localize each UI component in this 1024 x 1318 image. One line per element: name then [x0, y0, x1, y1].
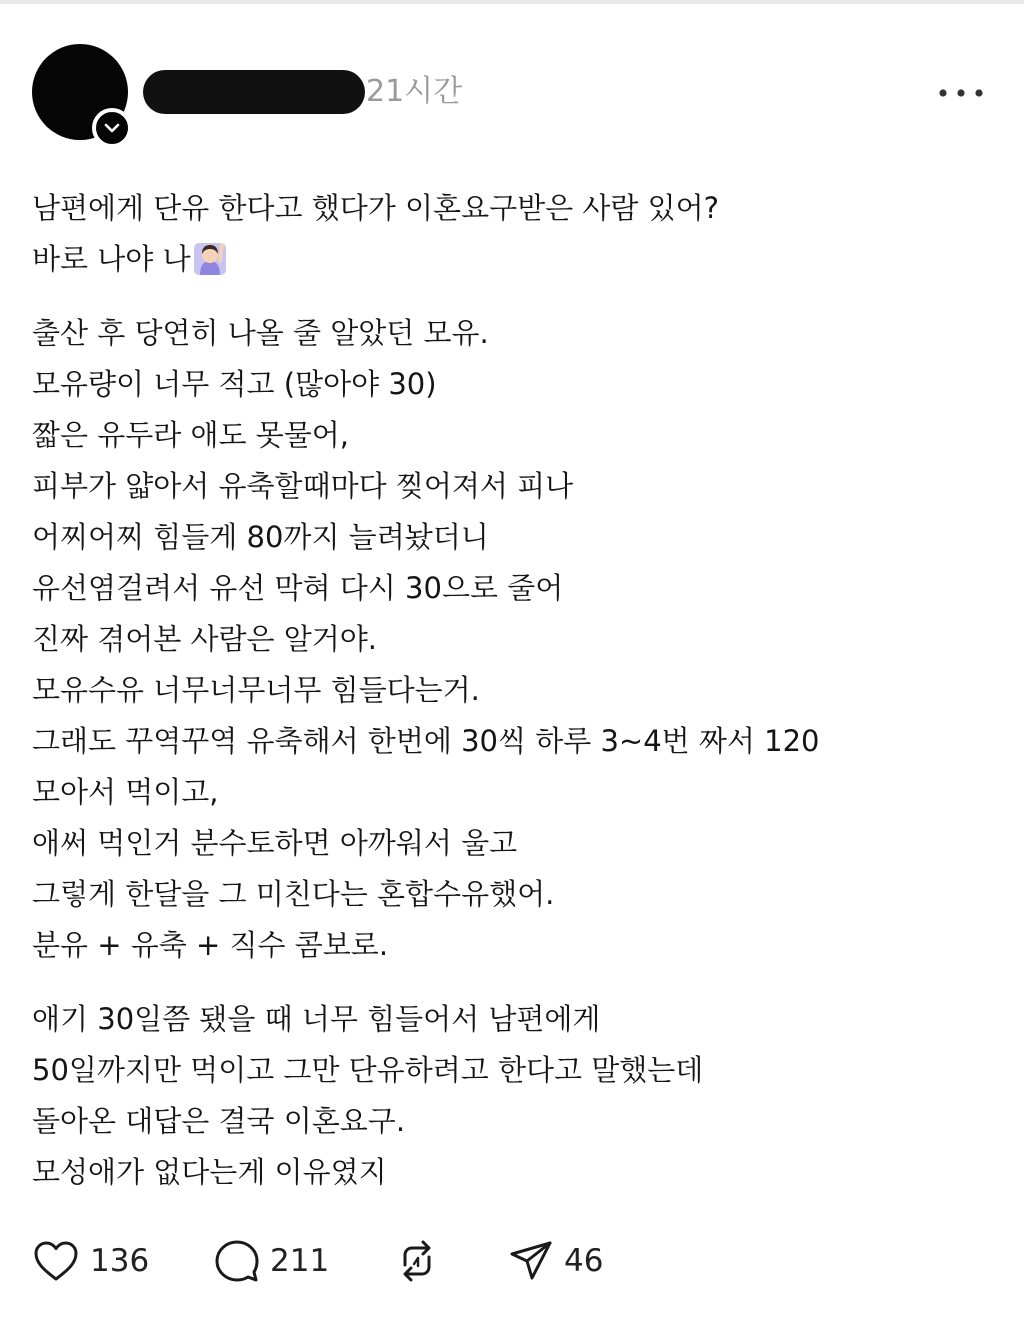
post-line-text: 바로 나야 나 — [32, 242, 191, 276]
post-line: 피부가 얇아서 유축할때마다 찢어져서 피나 — [32, 469, 574, 503]
share-count: 46 — [564, 1243, 604, 1279]
raising-hand-woman-emoji-icon — [193, 239, 227, 277]
share-button[interactable] — [508, 1236, 603, 1286]
post-line: 모유량이 너무 적고 (많아야 30) — [32, 367, 437, 401]
post-line: 애써 먹인거 분수토하면 아까워서 울고 — [32, 826, 518, 860]
follow-badge[interactable] — [92, 108, 132, 148]
post-line: 애기 30일쯤 됐을 때 너무 힘들어서 남편에게 — [32, 1002, 601, 1036]
post-line: 짧은 유두라 애도 못물어, — [32, 418, 350, 452]
like-button[interactable] — [32, 1236, 149, 1286]
like-count: 136 — [90, 1243, 150, 1279]
repost-icon — [394, 1238, 440, 1284]
post-line: 모성애가 없다는게 이유였지 — [32, 1155, 387, 1189]
post-line: 분유 + 유축 + 직수 콤보로. — [32, 928, 389, 962]
paragraph-gap — [32, 971, 992, 994]
repost-button[interactable] — [394, 1236, 440, 1286]
post-line: 어찌어찌 힘들게 80까지 늘려놨더니 — [32, 520, 489, 554]
chevron-down-icon — [102, 121, 122, 135]
post-line: 그렇게 한달을 그 미친다는 혼합수유했어. — [32, 877, 555, 911]
post-header — [0, 0, 1024, 160]
send-icon — [508, 1238, 554, 1284]
post-body — [32, 183, 992, 1198]
post-paragraph — [32, 308, 992, 971]
more-options-button[interactable] — [934, 80, 988, 106]
post-paragraph — [32, 994, 992, 1198]
post-line: 모아서 먹이고, — [32, 775, 219, 809]
post-line: 남편에게 단유 한다고 했다가 이혼요구받은 사람 있어? — [32, 191, 720, 225]
post-timestamp: 21시간 — [366, 74, 463, 109]
reply-count: 211 — [270, 1243, 330, 1279]
comment-icon — [214, 1238, 260, 1284]
more-dots-icon — [936, 87, 986, 99]
post-paragraph — [32, 183, 992, 285]
post-line: 유선염걸려서 유선 막혀 다시 30으로 줄어 — [32, 571, 564, 605]
post-line: 모유수유 너무너무너무 힘들다는거. — [32, 673, 480, 707]
post-line: 출산 후 당연히 나올 줄 알았던 모유. — [32, 316, 489, 350]
post-actions-bar — [32, 1236, 732, 1286]
post-line: 돌아온 대답은 결국 이혼요구. — [32, 1104, 406, 1138]
post-line: 그래도 꾸역꾸역 유축해서 한번에 30씩 하루 3~4번 짜서 120 — [32, 724, 820, 758]
username-redacted[interactable] — [143, 70, 365, 114]
heart-icon — [32, 1239, 80, 1283]
post-line: 50일까지만 먹이고 그만 단유하려고 한다고 말했는데 — [32, 1053, 704, 1087]
post-line-with-emoji — [32, 234, 992, 285]
paragraph-gap — [32, 285, 992, 308]
post-line: 진짜 겪어본 사람은 알거야. — [32, 622, 378, 656]
reply-button[interactable] — [214, 1236, 329, 1286]
